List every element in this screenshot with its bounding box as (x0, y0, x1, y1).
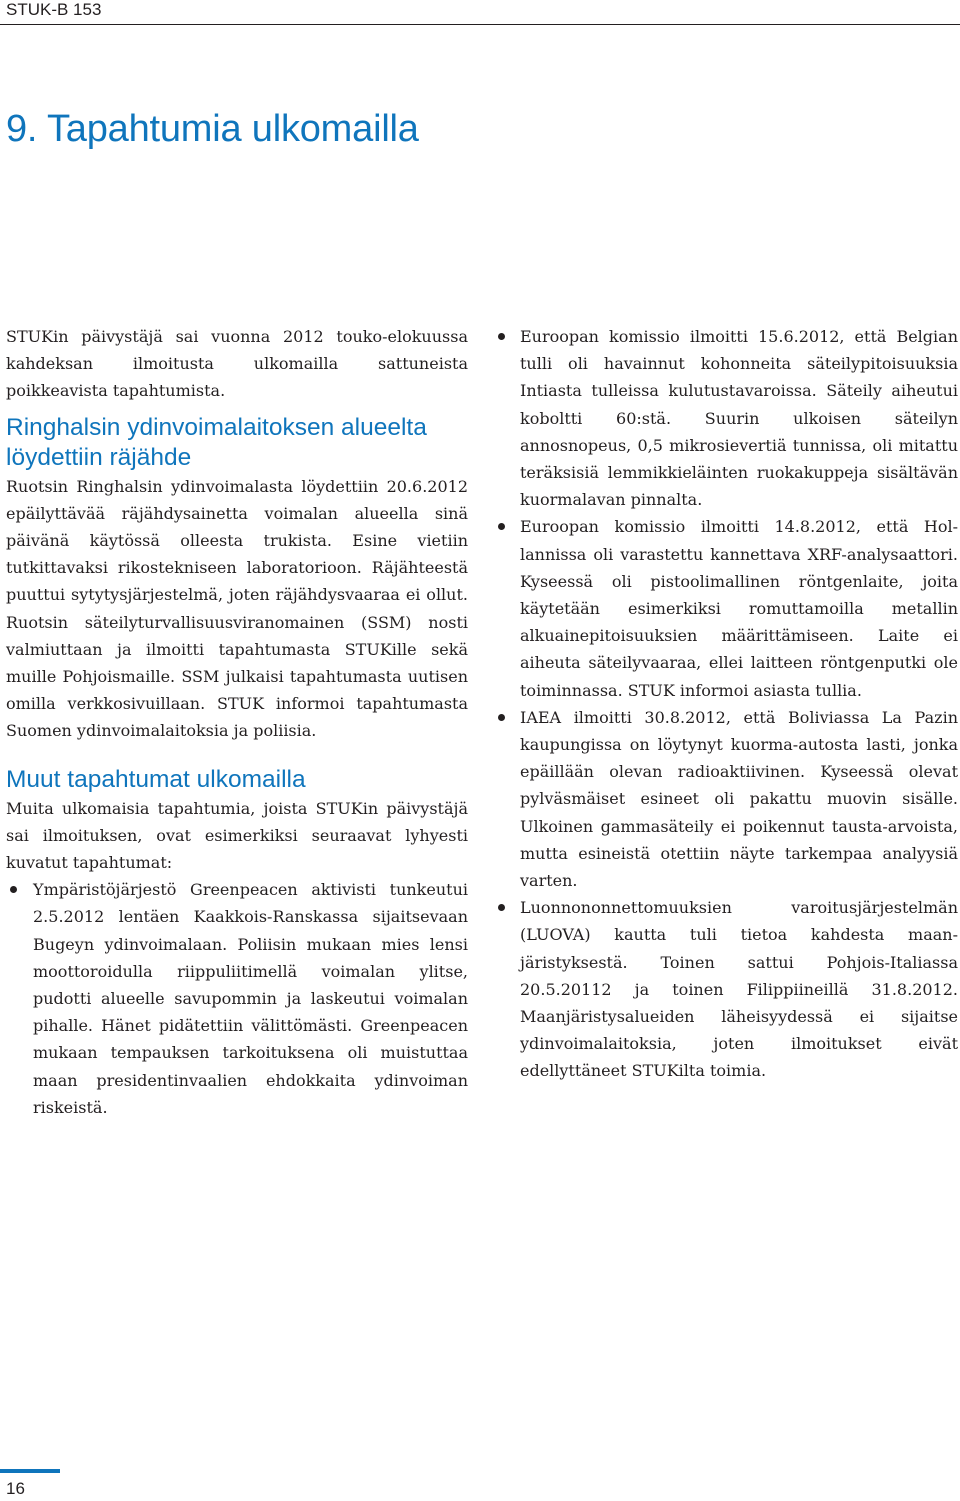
chapter-title: 9. Tapahtumia ulkomailla (6, 108, 419, 150)
list-item (498, 894, 958, 1084)
intro-paragraph: STUKin päivystäjä sai vuonna 2012 touko-elokuussa kahdeksan ilmoitusta ulkomailla sattuneista poikkeavista tapahtumista. (6, 327, 468, 401)
list-item (498, 323, 958, 513)
bullet-icon (498, 523, 505, 530)
list-item (498, 704, 958, 894)
list-item-text: Ympäristöjärjestö Greenpeacen aktivisti tunkeutui 2.5.2012 lentäen Kaakkois-Ranskassa sijaitsevaan Bugeyn ydinvoimalaan. Poliisin mukaan mies lensi moottoroidulla riippuliitimellä voimalan ylitse, pudotti alueelle savupommin ja laskeutui voimalan pihalle. Hänet pidätettiin välittömästi. Greenpeacen mukaan tempauksen tarkoituksena oli muistuttaa maan presidentinvaalien ehdokkaita ydinvoiman riskeistä. (33, 880, 468, 1117)
section-heading-ringhals: Ringhalsin ydinvoimalaitoksen alueelta löydettiin räjähde (6, 413, 427, 471)
list-item (498, 513, 958, 703)
right-bullet-list (498, 323, 958, 1085)
list-item-text: IAEA ilmoitti 30.8.2012, että Boliviassa La Pazin kaupungissa on löytynyt kuorma-autosta lasti, jonka epäillään olevan radioaktiivinen. Kyseessä olevat pylväsmäiset esineet oli pakattu muovin sisälle. Ulkoinen gammasäteily ei poikennut tausta-arvoista, mutta esineistä otettiin näyte tarkempaa analyysiä varten. (520, 707, 958, 891)
list-item-text: Euroopan komissio ilmoitti 15.6.2012, että Belgian tulli oli havainnut kohonneita säteilypitoisuuksia Intiasta tulleissa kulutustavaroissa. Säteily aiheutui koboltti 60:stä. Suurin ulkoisen säteilyn annosnopeus, 0,5 mikrosievertiä tunnissa, oli mitattu teräksisiä lemmikkieläinten ruokakuppeja sisältävän kuormalavan pinnalta. (520, 327, 958, 510)
list-item-text: Luonnononnettomuuksien varoitusjärjestelmän (LUOVA) kautta tuli tietoa kahdesta maanjäristyksestä. Toinen sattui Pohjois-Italiassa 20.5.20112 ja toinen Filippiineillä 31.8.2012. Maanjäristysalueiden läheisyydessä ei sijaitse ydinvoimalaitoksia, joten ilmoitukset eivät edellyttäneet STUKilta toimia. (520, 898, 958, 1081)
left-column (6, 323, 468, 1121)
page-number: 16 (6, 1479, 25, 1498)
list-item-text: Euroopan komissio ilmoitti 14.8.2012, että Hollannissa oli varastettu kannettava XRF-analysaattori. Kyseessä oli pistoolimallinen röntgenlaite, joita käytetään esimerkiksi romuttamoilla metallin alkuainepitoisuuksien määrittämiseen. Laite ei aiheuta säteilyvaaraa, ellei laitteen röntgenputki ole toiminnassa. STUK informoi asiasta tullia. (520, 517, 958, 700)
bullet-icon (498, 333, 505, 340)
footer-accent-bar (0, 1469, 60, 1473)
section-heading-other-events: Muut tapahtumat ulkomailla (6, 765, 306, 793)
bullet-icon (10, 886, 17, 893)
bullet-icon (498, 714, 505, 721)
publication-label: STUK-B 153 (6, 0, 102, 19)
left-bullet-list (6, 876, 468, 1121)
ringhals-paragraph: Ruotsin Ringhalsin ydinvoimalasta löydettiin 20.6.2012 epäilyttävää räjähdysainetta voimalan alueella sinä päivänä käytössä olleesta trukista. Esine vietiin tutkittavaksi rikostekniseen laboratorioon. Räjähteestä puuttui sytytysjärjestelmä, joten räjähdysvaaraa ei ollut. Ruotsin säteilyturvallisuusviranomainen (SSM) nosti valmiuttaan ja ilmoitti tapahtumasta STUKille sekä muille Pohjoismaille. SSM julkaisi tapahtumasta uutisen omilla verkkosivuillaan. STUK informoi tapahtumasta Suomen ydinvoimalaitoksia ja poliisia. (6, 476, 468, 741)
list-item (6, 876, 468, 1121)
right-column (498, 323, 958, 1085)
bullet-icon (498, 904, 505, 911)
other-events-intro: Muita ulkomaisia tapahtumia, joista STUKin päivystäjä sai ilmoituksen, ovat esimerkiksi seuraavat lyhyesti kuvatut tapahtumat: (6, 798, 468, 873)
header-divider (0, 24, 960, 25)
